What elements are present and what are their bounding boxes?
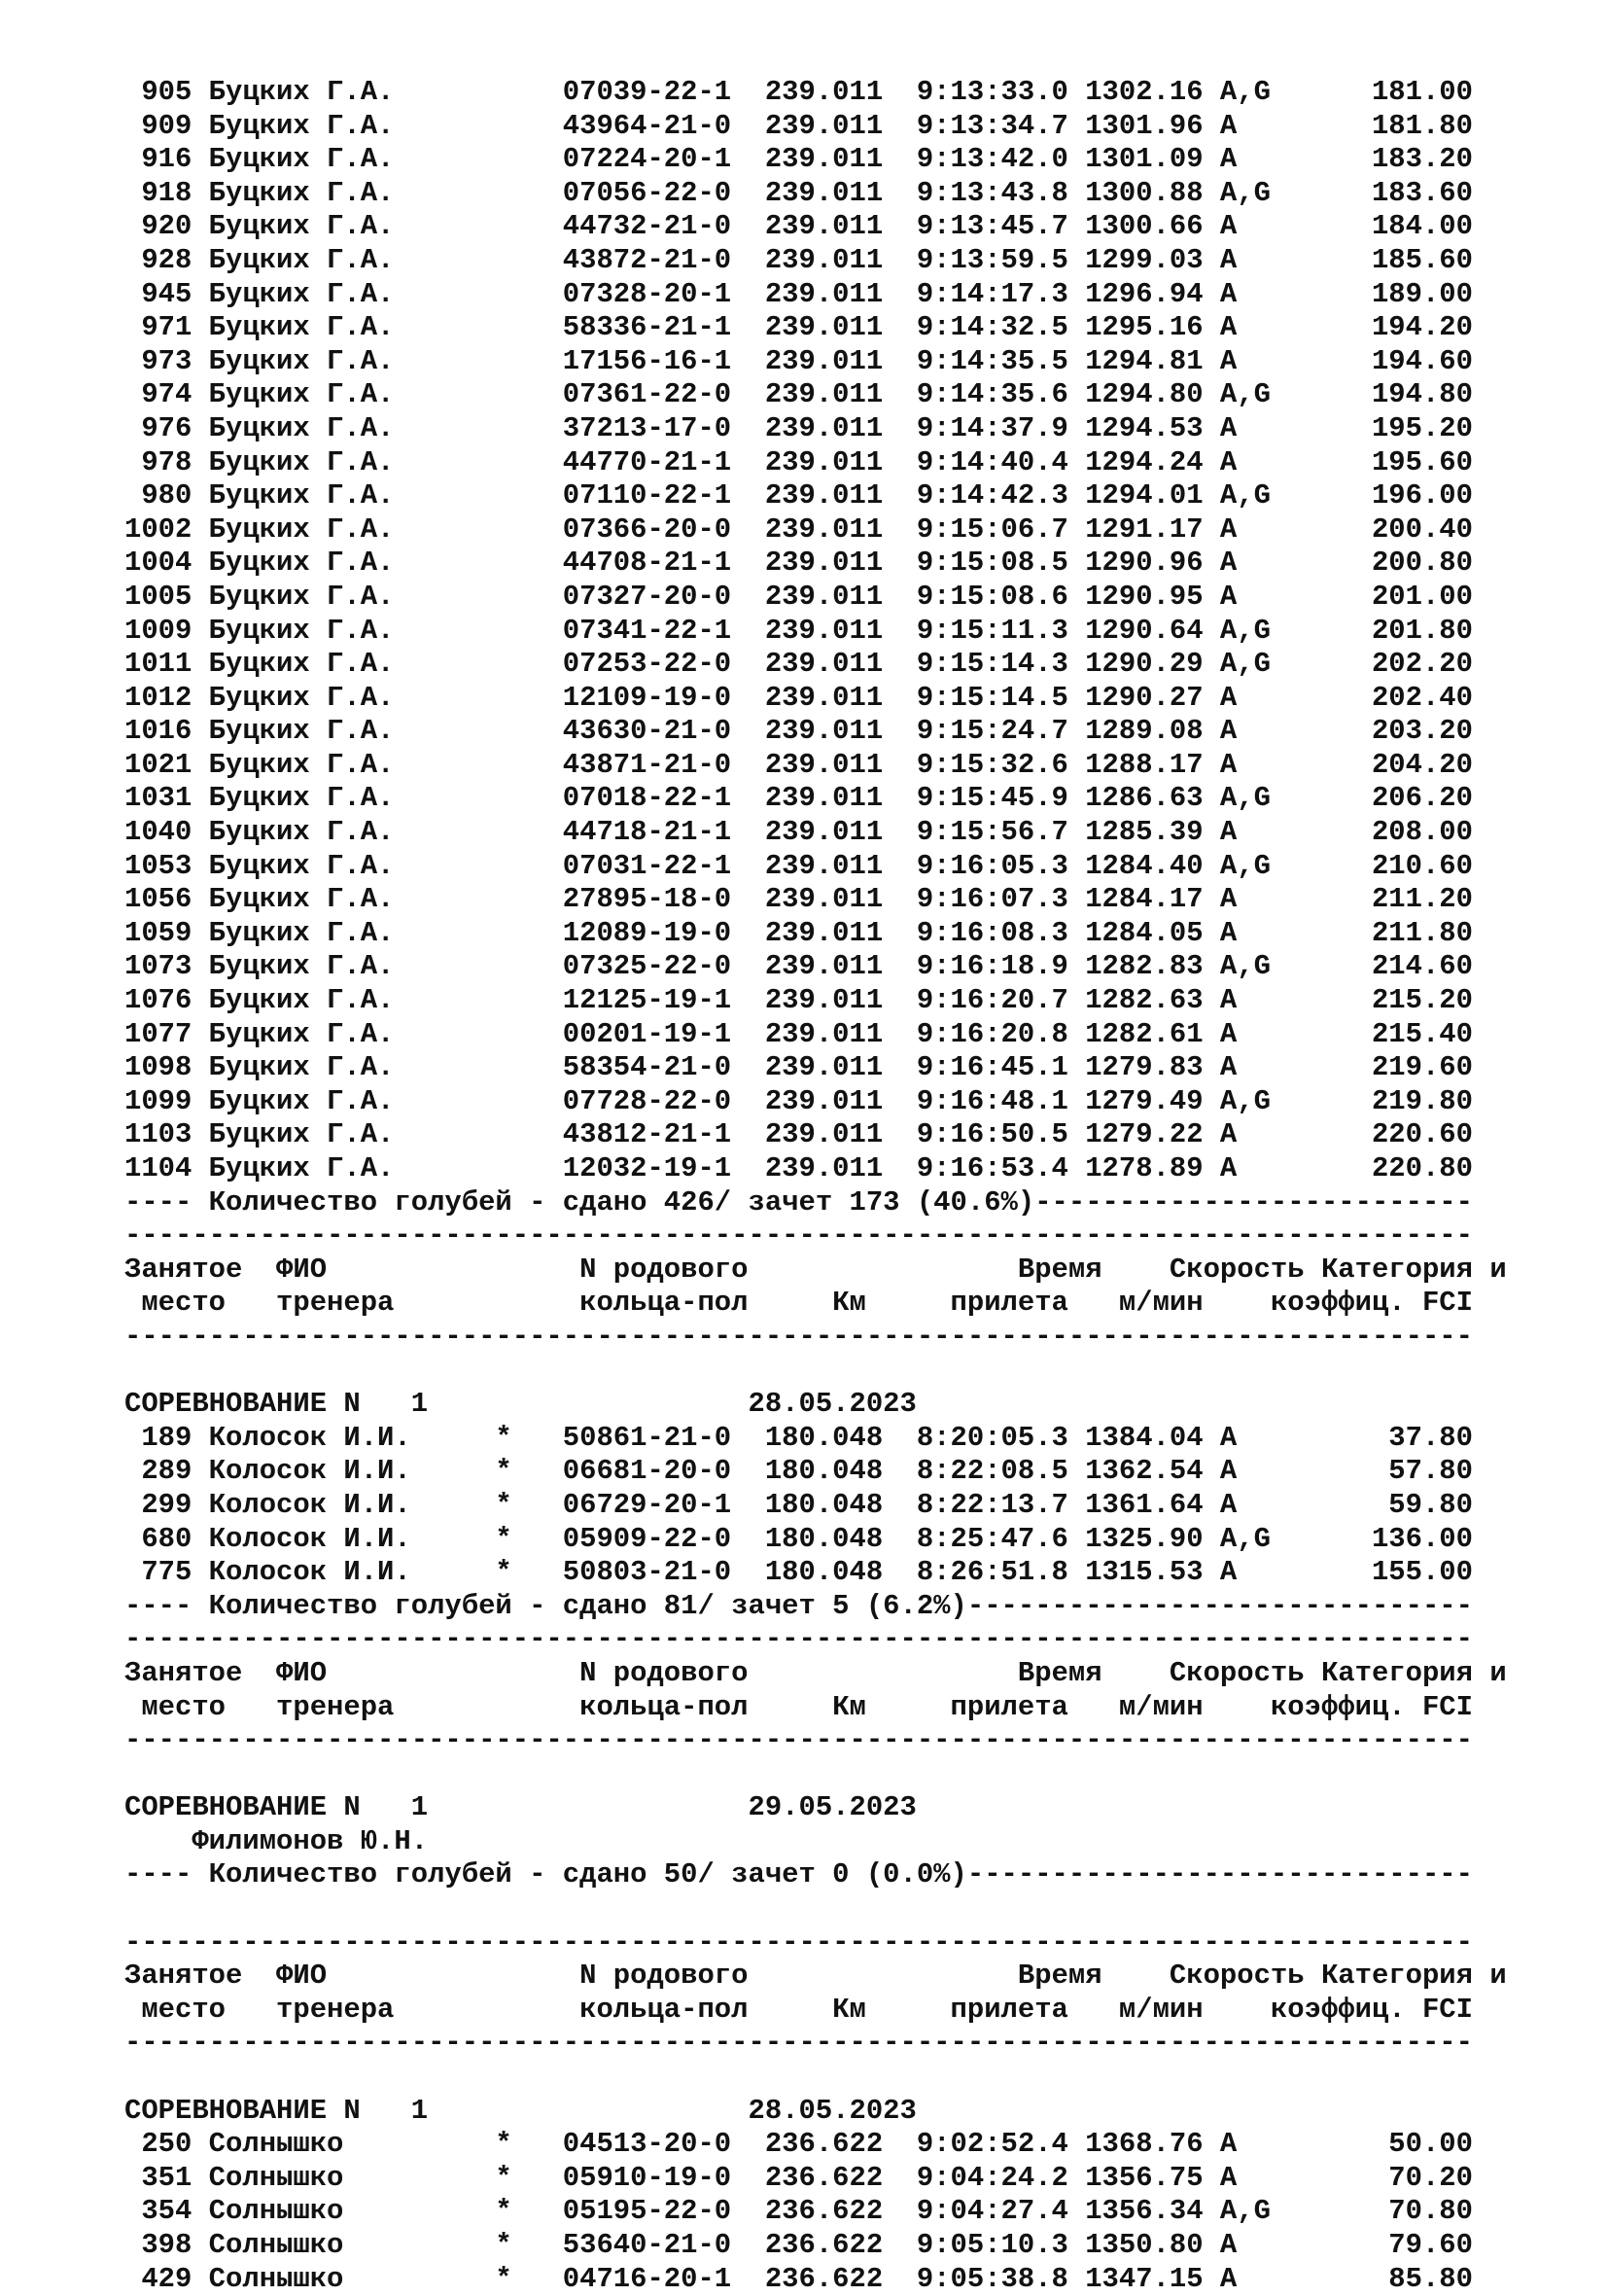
competition-title: СОРЕВНОВАНИЕ N 1 29.05.2023: [124, 1791, 917, 1824]
table-row: 1016 Буцких Г.А. 43630-21-0 239.011 9:15:24.7 1289.08 A 203.20: [124, 715, 1473, 748]
table-row: 978 Буцких Г.А. 44770-21-1 239.011 9:14:40.4 1294.24 A 195.60: [124, 445, 1473, 478]
table-row: 928 Буцких Г.А. 43872-21-0 239.011 9:13:59.5 1299.03 A 185.60: [124, 243, 1473, 276]
table-row: 250 Солнышко * 04513-20-0 236.622 9:02:52.4 1368.76 A 50.00: [124, 2128, 1473, 2161]
trainer-name: Филимонов Ю.Н.: [124, 1824, 429, 1857]
table-row: 974 Буцких Г.А. 07361-22-0 239.011 9:14:35.6 1294.80 A,G 194.80: [124, 378, 1473, 411]
table-row: 1005 Буцких Г.А. 07327-20-0 239.011 9:15:08.6 1290.95 A 201.00: [124, 580, 1473, 613]
summary-line: ---- Количество голубей - сдано 81/ зачет 5 (6.2%)------------------------------: [124, 1589, 1473, 1622]
table-row: 354 Солнышко * 05195-22-0 236.622 9:04:27.4 1356.34 A,G 70.80: [124, 2195, 1473, 2228]
table-row: 945 Буцких Г.А. 07328-20-1 239.011 9:14:17.3 1296.94 A 189.00: [124, 277, 1473, 310]
table-row: 1009 Буцких Г.А. 07341-22-1 239.011 9:15:11.3 1290.64 A,G 201.80: [124, 614, 1473, 647]
table-row: 1056 Буцких Г.А. 27895-18-0 239.011 9:16:07.3 1284.17 A 211.20: [124, 883, 1473, 916]
summary-line: ---- Количество голубей - сдано 426/ зачет 173 (40.6%)--------------------------: [124, 1185, 1473, 1219]
table-row: 1073 Буцких Г.А. 07325-22-0 239.011 9:16:18.9 1282.83 A,G 214.60: [124, 950, 1473, 983]
table-row: 905 Буцких Г.А. 07039-22-1 239.011 9:13:33.0 1302.16 A,G 181.00: [124, 76, 1473, 108]
separator-line: --------------------------------------------------------------------------------: [124, 1219, 1473, 1253]
table-row: 680 Колосок И.И. * 05909-22-0 180.048 8:25:47.6 1325.90 A,G 136.00: [124, 1522, 1473, 1555]
table-row: 429 Солнышко * 04716-20-1 236.622 9:05:38.8 1347.15 A 85.80: [124, 2262, 1473, 2295]
column-header-line2: место тренера кольца-пол Км прилета м/мин коэффиц. FCI: [124, 1690, 1473, 1723]
table-row: 1103 Буцких Г.А. 43812-21-1 239.011 9:16:50.5 1279.22 A 220.60: [124, 1118, 1473, 1151]
table-row: 1012 Буцких Г.А. 12109-19-0 239.011 9:15:14.5 1290.27 A 202.40: [124, 681, 1473, 714]
column-header-line2: место тренера кольца-пол Км прилета м/мин коэффиц. FCI: [124, 1993, 1473, 2026]
blank-line: [124, 2061, 1507, 2095]
table-row: 909 Буцких Г.А. 43964-21-0 239.011 9:13:34.7 1301.96 A 181.80: [124, 109, 1473, 142]
table-row: 980 Буцких Г.А. 07110-22-1 239.011 9:14:42.3 1294.01 A,G 196.00: [124, 479, 1473, 512]
table-row: 1053 Буцких Г.А. 07031-22-1 239.011 9:16:05.3 1284.40 A,G 210.60: [124, 849, 1473, 882]
table-row: 351 Солнышко * 05910-19-0 236.622 9:04:24.2 1356.75 A 70.20: [124, 2161, 1473, 2194]
summary-line: ---- Количество голубей - сдано 50/ зачет 0 (0.0%)------------------------------: [124, 1858, 1473, 1891]
table-row: 1040 Буцких Г.А. 44718-21-1 239.011 9:15:56.7 1285.39 A 208.00: [124, 816, 1473, 849]
competition-title: СОРЕВНОВАНИЕ N 1 28.05.2023: [124, 2094, 917, 2127]
table-row: 289 Колосок И.И. * 06681-20-0 180.048 8:22:08.5 1362.54 A 57.80: [124, 1455, 1473, 1488]
separator-line: --------------------------------------------------------------------------------: [124, 1320, 1473, 1353]
table-row: 1002 Буцких Г.А. 07366-20-0 239.011 9:15:06.7 1291.17 A 200.40: [124, 512, 1473, 546]
table-row: 1099 Буцких Г.А. 07728-22-0 239.011 9:16:48.1 1279.49 A,G 219.80: [124, 1084, 1473, 1117]
table-row: 920 Буцких Г.А. 44732-21-0 239.011 9:13:45.7 1300.66 A 184.00: [124, 210, 1473, 243]
column-header-line1: Занятое ФИО N родового Время Скорость Категория и: [124, 1253, 1507, 1286]
table-row: 973 Буцких Г.А. 17156-16-1 239.011 9:14:35.5 1294.81 A 194.60: [124, 344, 1473, 377]
table-row: 1077 Буцких Г.А. 00201-19-1 239.011 9:16:20.8 1282.61 A 215.40: [124, 1017, 1473, 1050]
table-row: 916 Буцких Г.А. 07224-20-1 239.011 9:13:42.0 1301.09 A 183.20: [124, 143, 1473, 176]
table-row: 1104 Буцких Г.А. 12032-19-1 239.011 9:16:53.4 1278.89 A 220.80: [124, 1152, 1473, 1184]
competition-title: СОРЕВНОВАНИЕ N 1 28.05.2023: [124, 1388, 917, 1421]
blank-line: [124, 1892, 1507, 1926]
table-row: 1021 Буцких Г.А. 43871-21-0 239.011 9:15:32.6 1288.17 A 204.20: [124, 748, 1473, 781]
separator-line: --------------------------------------------------------------------------------: [124, 1925, 1473, 1959]
table-row: 189 Колосок И.И. * 50861-21-0 180.048 8:20:05.3 1384.04 A 37.80: [124, 1421, 1473, 1454]
table-row: 775 Колосок И.И. * 50803-21-0 180.048 8:26:51.8 1315.53 A 155.00: [124, 1556, 1473, 1589]
separator-line: --------------------------------------------------------------------------------: [124, 2027, 1473, 2060]
separator-line: --------------------------------------------------------------------------------: [124, 1623, 1473, 1656]
column-header-line2: место тренера кольца-пол Км прилета м/мин коэффиц. FCI: [124, 1287, 1473, 1320]
table-row: 1011 Буцких Г.А. 07253-22-0 239.011 9:15:14.3 1290.29 A,G 202.20: [124, 648, 1473, 681]
table-row: 1059 Буцких Г.А. 12089-19-0 239.011 9:16:08.3 1284.05 A 211.80: [124, 916, 1473, 949]
table-row: 1098 Буцких Г.А. 58354-21-0 239.011 9:16:45.1 1279.83 A 219.60: [124, 1051, 1473, 1084]
table-row: 398 Солнышко * 53640-21-0 236.622 9:05:10.3 1350.80 A 79.60: [124, 2229, 1473, 2261]
column-header-line1: Занятое ФИО N родового Время Скорость Категория и: [124, 1960, 1507, 1993]
table-row: 1031 Буцких Г.А. 07018-22-1 239.011 9:15:45.9 1286.63 A,G 206.20: [124, 782, 1473, 815]
separator-line: --------------------------------------------------------------------------------: [124, 1724, 1473, 1757]
table-row: 1076 Буцких Г.А. 12125-19-1 239.011 9:16:20.7 1282.63 A 215.20: [124, 984, 1473, 1017]
column-header-line1: Занятое ФИО N родового Время Скорость Категория и: [124, 1656, 1507, 1689]
table-row: 918 Буцких Г.А. 07056-22-0 239.011 9:13:43.8 1300.88 A,G 183.60: [124, 176, 1473, 209]
blank-line: [124, 1355, 1507, 1389]
results-document: [124, 76, 1507, 2296]
table-row: 1004 Буцких Г.А. 44708-21-1 239.011 9:15:08.5 1290.96 A 200.80: [124, 547, 1473, 580]
table-row: 971 Буцких Г.А. 58336-21-1 239.011 9:14:32.5 1295.16 A 194.20: [124, 311, 1473, 344]
table-row: 299 Колосок И.И. * 06729-20-1 180.048 8:22:13.7 1361.64 A 59.80: [124, 1488, 1473, 1521]
table-row: 976 Буцких Г.А. 37213-17-0 239.011 9:14:37.9 1294.53 A 195.20: [124, 411, 1473, 444]
blank-line: [124, 1758, 1507, 1792]
